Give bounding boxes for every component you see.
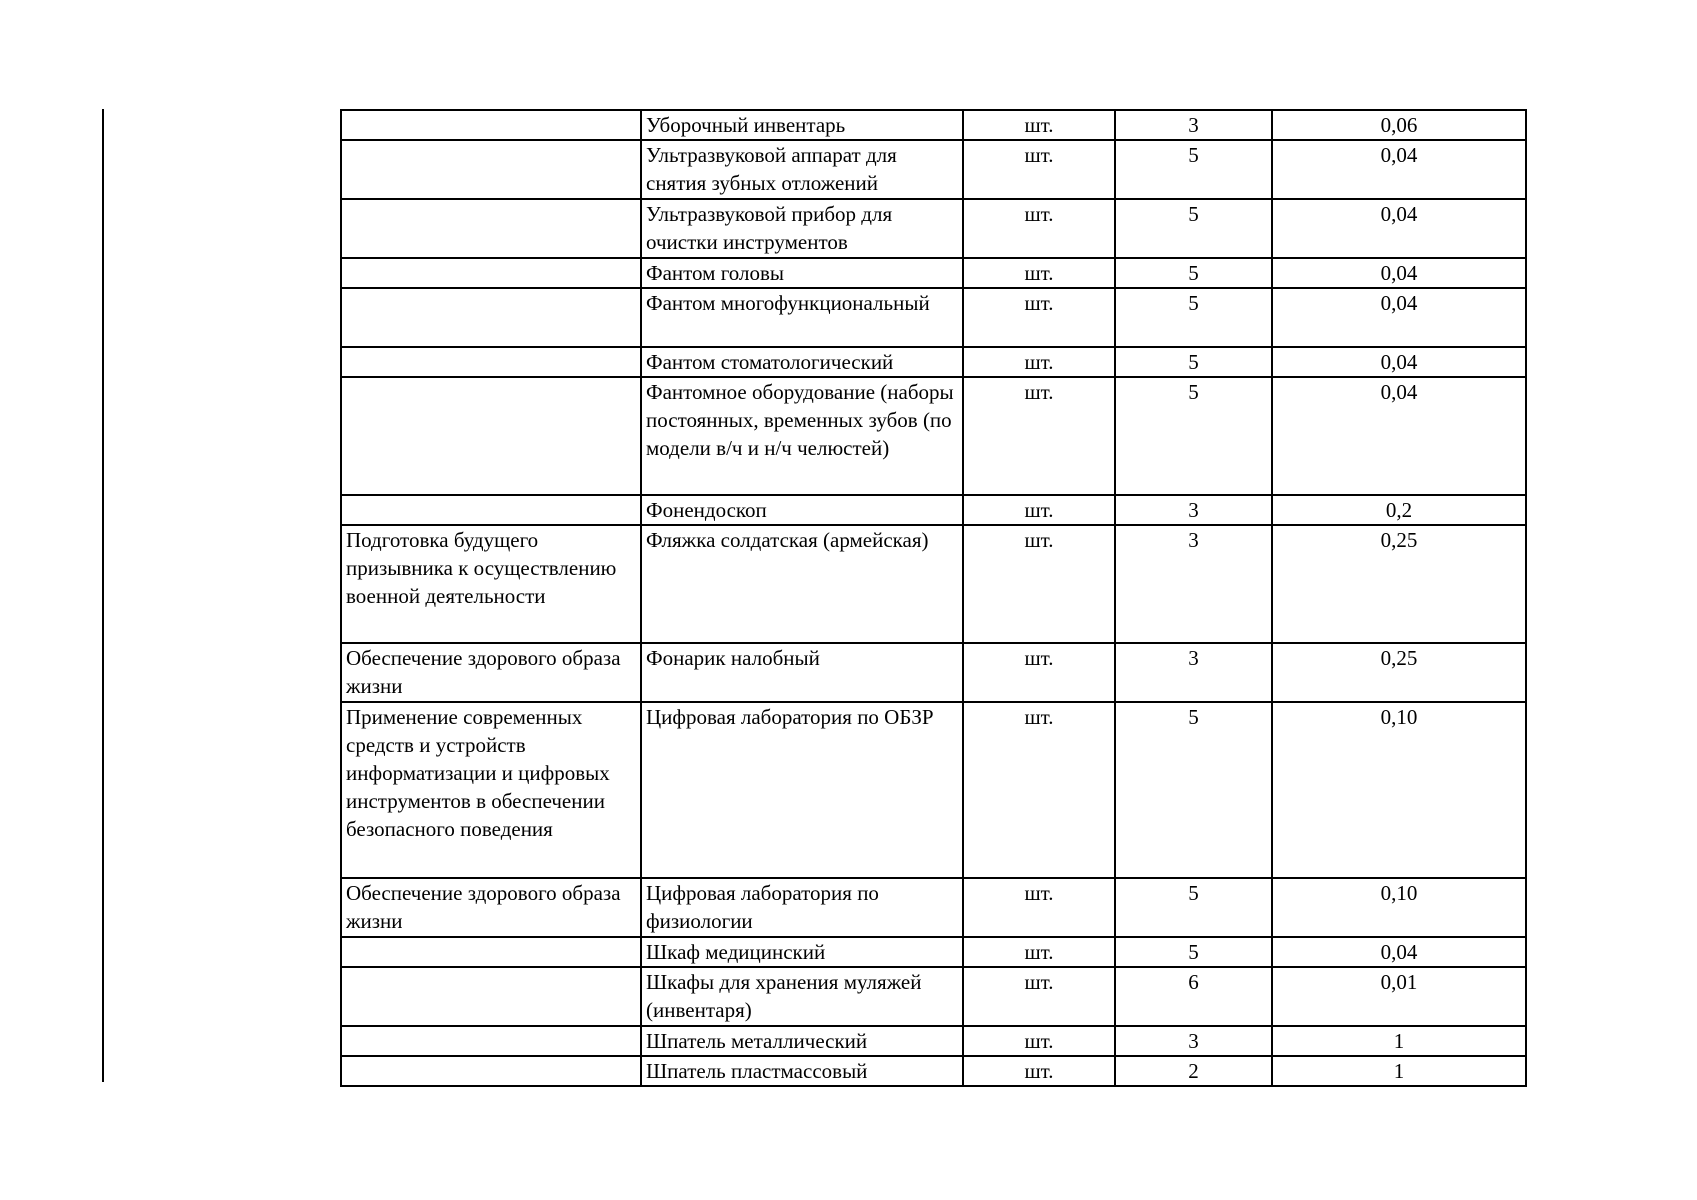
section-cell [341,288,641,347]
item-cell: Шпатель металлический [641,1026,963,1056]
unit-cell: шт. [963,937,1115,967]
table-row [341,199,1526,258]
unit-cell: шт. [963,140,1115,199]
item-cell: Ультразвуковой прибор для очистки инструментов [641,199,963,258]
section-cell: Применение современных средств и устройств информатизации и цифровых инструментов в обеспечении безопасного поведения [341,702,641,878]
section-cell [341,377,641,495]
section-cell [341,495,641,525]
unit-cell: шт. [963,1056,1115,1086]
unit-cell: шт. [963,377,1115,495]
unit-cell: шт. [963,525,1115,643]
rate-cell: 0,06 [1272,110,1526,140]
unit-cell: шт. [963,643,1115,702]
section-cell: Подготовка будущего призывника к осуществлению военной деятельности [341,525,641,643]
rate-cell: 0,01 [1272,967,1526,1026]
qty-cell: 5 [1115,140,1272,199]
qty-cell: 5 [1115,347,1272,377]
table-row [341,288,1526,347]
unit-cell: шт. [963,347,1115,377]
section-cell [341,258,641,288]
item-cell: Фонендоскоп [641,495,963,525]
section-cell [341,110,641,140]
item-cell: Цифровая лаборатория по ОБЗР [641,702,963,878]
item-cell: Шкаф медицинский [641,937,963,967]
section-cell [341,967,641,1026]
rate-cell: 0,04 [1272,377,1526,495]
unit-cell: шт. [963,199,1115,258]
rate-cell: 0,2 [1272,495,1526,525]
rate-cell: 0,10 [1272,878,1526,937]
qty-cell: 5 [1115,702,1272,878]
unit-cell: шт. [963,702,1115,878]
item-cell: Фантомное оборудование (наборы постоянных, временных зубов (по модели в/ч и н/ч челюстей) [641,377,963,495]
qty-cell: 5 [1115,377,1272,495]
unit-cell: шт. [963,878,1115,937]
qty-cell: 2 [1115,1056,1272,1086]
qty-cell: 3 [1115,643,1272,702]
unit-cell: шт. [963,258,1115,288]
table-row [341,643,1526,702]
section-cell [341,1026,641,1056]
rate-cell: 0,25 [1272,643,1526,702]
section-cell [341,199,641,258]
item-cell: Шпатель пластмассовый [641,1056,963,1086]
equipment-table [340,109,1527,1087]
rate-cell: 1 [1272,1026,1526,1056]
item-cell: Фонарик налобный [641,643,963,702]
unit-cell: шт. [963,110,1115,140]
section-cell [341,347,641,377]
item-cell: Фантом стоматологический [641,347,963,377]
table-row [341,140,1526,199]
section-cell [341,1056,641,1086]
qty-cell: 5 [1115,199,1272,258]
qty-cell: 5 [1115,878,1272,937]
item-cell: Фляжка солдатская (армейская) [641,525,963,643]
rate-cell: 1 [1272,1056,1526,1086]
table-row [341,702,1526,878]
table-row [341,1026,1526,1056]
unit-cell: шт. [963,495,1115,525]
qty-cell: 5 [1115,258,1272,288]
table-row [341,377,1526,495]
section-cell [341,140,641,199]
unit-cell: шт. [963,288,1115,347]
qty-cell: 3 [1115,525,1272,643]
rate-cell: 0,25 [1272,525,1526,643]
qty-cell: 6 [1115,967,1272,1026]
item-cell: Шкафы для хранения муляжей (инвентаря) [641,967,963,1026]
qty-cell: 3 [1115,110,1272,140]
section-cell: Обеспечение здорового образа жизни [341,643,641,702]
table-row [341,110,1526,140]
table-row [341,495,1526,525]
rate-cell: 0,04 [1272,199,1526,258]
rate-cell: 0,04 [1272,347,1526,377]
table-row [341,967,1526,1026]
unit-cell: шт. [963,967,1115,1026]
rate-cell: 0,04 [1272,937,1526,967]
table-row [341,878,1526,937]
item-cell: Фантом головы [641,258,963,288]
rate-cell: 0,10 [1272,702,1526,878]
qty-cell: 3 [1115,1026,1272,1056]
table-row [341,347,1526,377]
rate-cell: 0,04 [1272,140,1526,199]
rate-cell: 0,04 [1272,258,1526,288]
qty-cell: 5 [1115,937,1272,967]
page-margin-rule [102,109,104,1082]
item-cell: Фантом многофункциональный [641,288,963,347]
table-row [341,1056,1526,1086]
table-row [341,525,1526,643]
unit-cell: шт. [963,1026,1115,1056]
table-row [341,937,1526,967]
item-cell: Цифровая лаборатория по физиологии [641,878,963,937]
qty-cell: 5 [1115,288,1272,347]
section-cell: Обеспечение здорового образа жизни [341,878,641,937]
section-cell [341,937,641,967]
rate-cell: 0,04 [1272,288,1526,347]
item-cell: Ультразвуковой аппарат для снятия зубных отложений [641,140,963,199]
table-row [341,258,1526,288]
qty-cell: 3 [1115,495,1272,525]
item-cell: Уборочный инвентарь [641,110,963,140]
